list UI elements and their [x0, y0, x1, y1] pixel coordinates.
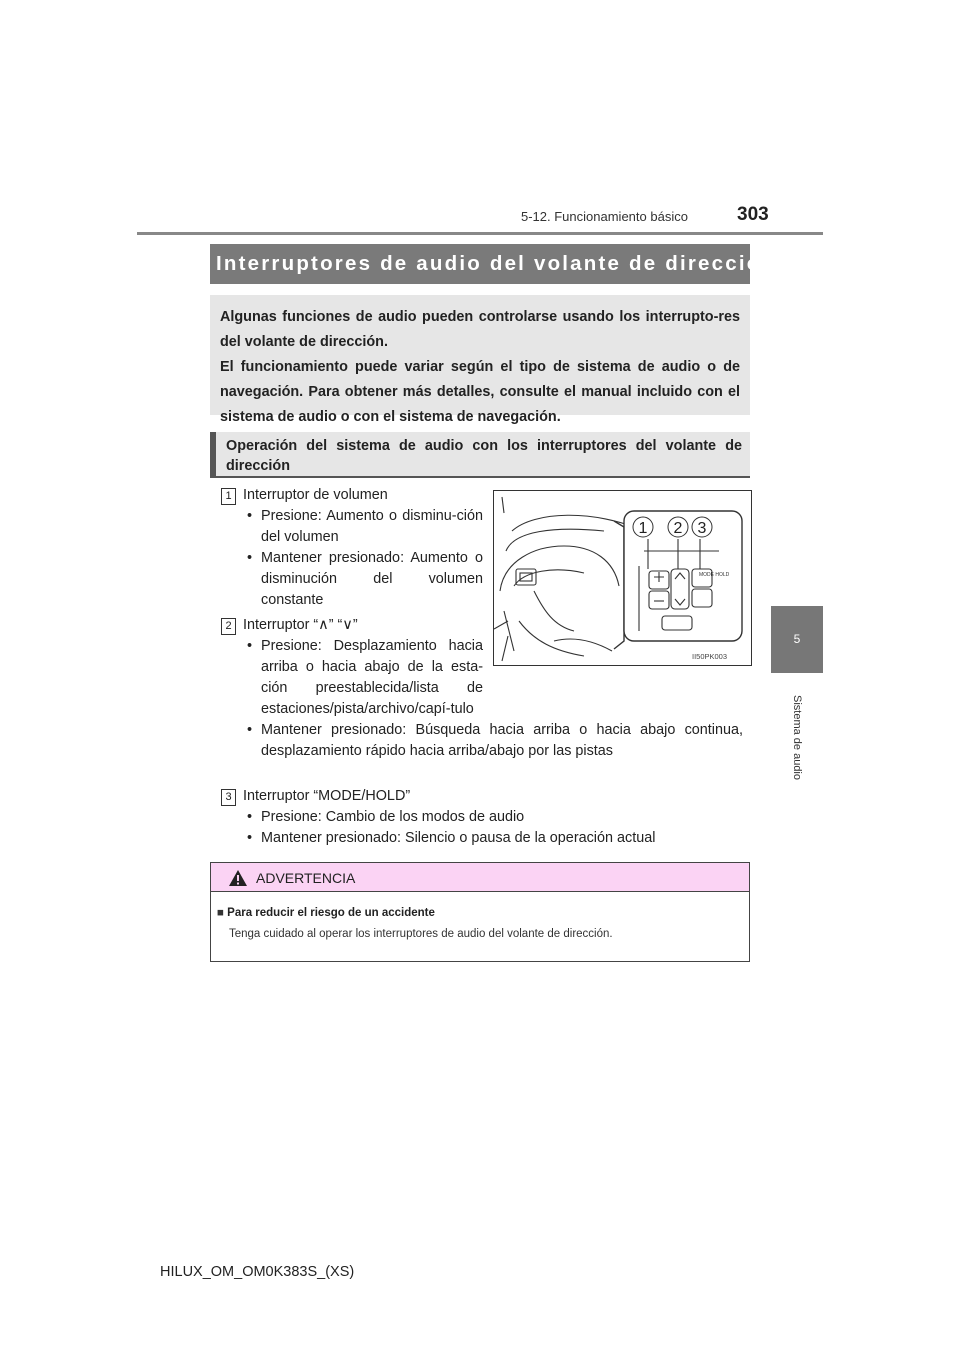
item-number-badge: 2	[221, 618, 236, 635]
item-bullet: • Mantener presionado: Aumento o disminución del volumen constante	[243, 548, 483, 611]
warning-subheading-text: Para reducir el riesgo de un accidente	[227, 907, 435, 919]
warning-subheading	[217, 907, 435, 919]
item-bullet: • Presione: Cambio de los modos de audio	[243, 807, 743, 828]
intro-line-2: El funcionamiento puede variar según el tipo de sistema de audio o de navegación. Para obtener más detalles, consulte el manual incluido con el sistema de audio o con el sistema de navegación.	[220, 359, 740, 425]
warning-heading: ADVERTENCIA	[256, 870, 356, 886]
item-bullet: • Presione: Desplazamiento hacia arriba o hacia abajo de la esta-ción preestablecida/lista de estaciones/pista/archivo/capí-tulo	[243, 636, 483, 720]
warning-header	[211, 863, 749, 892]
intro-box	[210, 295, 750, 425]
figure-callout: 2	[673, 520, 683, 537]
square-bullet-icon: ■	[217, 907, 224, 919]
item-title: Interruptor “∧” “∨”	[243, 617, 358, 633]
figure-code: II50PK003	[692, 652, 728, 661]
item-title: Interruptor “MODE/HOLD”	[243, 788, 411, 804]
steering-switch-figure	[493, 490, 752, 666]
steering-wheel-illustration	[494, 491, 751, 665]
page-title: Interruptores de audio del volante de dirección	[216, 252, 777, 275]
item-title: Interruptor de volumen	[243, 487, 388, 503]
footer-code: HILUX_OM_OM0K383S_(XS)	[160, 1264, 355, 1280]
item-bullet: • Presione: Aumento o disminu-ción del volumen	[243, 506, 483, 548]
figure-callout: 3	[697, 520, 707, 537]
item-bullet: • Mantener presionado: Búsqueda hacia arriba o hacia abajo continua, desplazamiento rápido hacia arriba/abajo por las pistas	[243, 720, 743, 762]
header-rule	[137, 232, 823, 235]
warning-text: Tenga cuidado al operar los interruptores de audio del volante de dirección.	[229, 928, 613, 940]
mode-hold-label: MODE HOLD	[699, 572, 730, 578]
warning-triangle-icon	[228, 869, 248, 887]
page-title-bar	[210, 244, 777, 284]
item-bullet: • Mantener presionado: Silencio o pausa de la operación actual	[243, 828, 743, 849]
chapter-tab: 5	[771, 606, 823, 673]
list-item	[243, 485, 483, 611]
page-number: 303	[737, 204, 769, 225]
section-title: 5-12. Funcionamiento básico	[521, 209, 688, 224]
chapter-label: Sistema de audio	[791, 695, 803, 780]
item-number-badge: 1	[221, 488, 236, 505]
subheading-bar	[210, 432, 750, 478]
intro-line-1: Algunas funciones de audio pueden controlarse usando los interrupto-res del volante de dirección.	[220, 309, 740, 350]
list-item	[243, 786, 743, 849]
figure-callout: 1	[638, 520, 648, 537]
subheading: Operación del sistema de audio con los interruptores del volante de dirección	[226, 438, 742, 474]
warning-box	[210, 862, 750, 962]
item-number-badge: 3	[221, 789, 236, 806]
